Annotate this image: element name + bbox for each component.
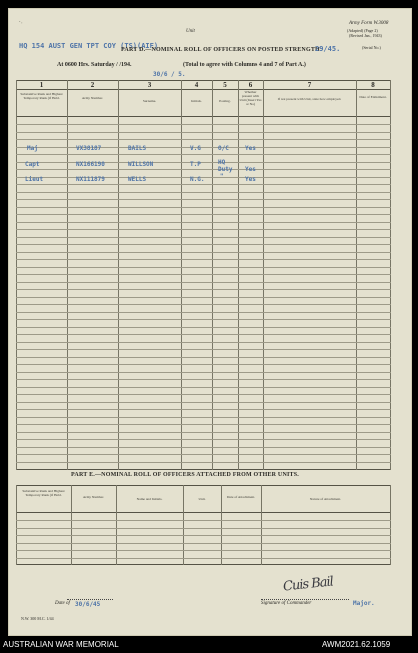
ruled-line — [16, 229, 391, 230]
ruled-line — [16, 372, 391, 373]
ruled-line — [16, 454, 391, 455]
entry-rank: Lieut — [25, 176, 44, 183]
ruled-line — [16, 462, 391, 463]
part-e-title: PART E.—NOMINAL ROLL OF OFFICERS ATTACHED FROM OTHER UNITS. — [71, 472, 299, 478]
col-number: 2 — [90, 81, 95, 89]
ruled-line — [16, 184, 391, 185]
date-of-return-value: 30/6/45 — [75, 601, 101, 608]
form-adapted: (Adapted) (Page 2) — [347, 28, 378, 33]
col-number: 5 — [223, 81, 227, 89]
ruled-line — [16, 312, 391, 313]
entry-present: Yes — [245, 166, 256, 173]
entry-posting: HQ — [218, 159, 226, 166]
ruled-line — [16, 528, 391, 529]
form-number: Army Form W.3008 — [349, 21, 389, 26]
ruled-line — [16, 237, 391, 238]
ruled-line — [16, 439, 391, 440]
part-e-col-header: Name and Initials. — [136, 497, 163, 501]
date-typed: 30/6 / 5. — [153, 71, 186, 78]
ruled-line — [16, 289, 391, 290]
col-number: 1 — [39, 81, 44, 89]
commander-signature: Cuis Bail — [282, 574, 334, 595]
ruled-line — [16, 267, 391, 268]
ruled-line — [16, 139, 391, 140]
unit-label: Unit — [186, 29, 195, 34]
signature-label: Signature of Commander — [261, 601, 312, 606]
entry-posting-line2: Duty — [218, 166, 233, 173]
institution-name: AUSTRALIAN WAR MEMORIAL — [3, 640, 119, 649]
ruled-line — [16, 357, 391, 358]
commander-rank: Major. — [353, 600, 375, 607]
unit-name: HQ 154 AUST GEN TPT COY (TS)(AIF) — [19, 42, 159, 50]
ruled-line — [16, 417, 391, 418]
ruled-line — [16, 424, 391, 425]
ruled-line — [16, 334, 391, 335]
form-revised: (Revised Jan., 1943) — [349, 33, 382, 38]
ruled-line — [16, 327, 391, 328]
ruled-line — [16, 319, 391, 320]
ruled-line — [16, 199, 391, 200]
part-e-col-header: Unit. — [198, 497, 206, 501]
entry-surname: WELLS — [128, 176, 147, 183]
col-header: Army Number. — [81, 96, 104, 100]
entry-present: Yes — [245, 176, 256, 183]
part-d-title: PART D.—NOMINAL ROLL OF OFFICERS ON POSTED STRENGTH — [121, 47, 320, 53]
ruled-line — [16, 447, 391, 448]
strength-value: 29/45. — [315, 45, 341, 53]
ruled-line — [16, 558, 391, 559]
ruled-line — [16, 550, 391, 551]
ruled-line — [16, 304, 391, 305]
col-number: 8 — [371, 81, 375, 89]
ruled-line — [16, 162, 391, 163]
ruled-line — [16, 349, 391, 350]
part-e-col-header: Army Number. — [82, 495, 105, 499]
ruled-line — [16, 147, 391, 148]
ruled-line — [16, 409, 391, 410]
entry-surname: WILLSON — [128, 161, 154, 168]
entry-army-number: NX166190 — [76, 161, 105, 168]
part-e-table — [16, 485, 391, 565]
col-header: Whether present with Unit (Insert Yes or No) — [239, 90, 262, 106]
ruled-line — [16, 520, 391, 521]
entry-army-number: NX111879 — [76, 176, 105, 183]
entry-army-number: VX38187 — [76, 145, 102, 152]
col-number: 7 — [307, 81, 312, 89]
entry-posting: O/C — [218, 145, 229, 152]
part-e-col-header: Date of Attachment. — [226, 495, 256, 499]
col-header: Date of Enlistment. — [359, 95, 387, 99]
ruled-line — [16, 274, 391, 275]
serial-no-label: (Serial No.) — [362, 45, 381, 50]
col-number: 4 — [194, 81, 199, 89]
caption-bar — [0, 637, 418, 653]
ruled-line — [16, 207, 391, 208]
entry-initials: N.G. — [190, 176, 205, 183]
col-header: Surname. — [142, 99, 157, 103]
ruled-line — [16, 222, 391, 223]
part-e-col-header: Nature of Attachment. — [309, 497, 342, 501]
army-form-page — [8, 8, 412, 636]
ruled-line — [16, 214, 391, 215]
col-header: Substantive Rank and Highest Temporary Rank (if Held. — [20, 92, 63, 100]
entry-posting: " — [220, 173, 224, 180]
ruled-line — [16, 379, 391, 380]
col-header: If not present with Unit, state how employed. — [277, 97, 342, 101]
entry-initials: V.G — [190, 145, 201, 152]
ruled-line — [16, 259, 391, 260]
entry-rank: Maj — [27, 145, 38, 152]
col-number: 3 — [147, 81, 152, 89]
col-number: 6 — [248, 81, 253, 89]
entry-present: Yes — [245, 145, 256, 152]
ruled-line — [16, 432, 391, 433]
entry-rank: Capt — [25, 161, 40, 168]
ruled-line — [16, 124, 391, 125]
ruled-line — [16, 342, 391, 343]
ruled-line — [16, 535, 391, 536]
entry-initials: T.P — [190, 161, 201, 168]
ruled-line — [16, 543, 391, 544]
ruled-line — [16, 402, 391, 403]
ruled-line — [16, 282, 391, 283]
entry-surname: BAILS — [128, 145, 147, 152]
accession-number: AWM2021.62.1059 — [322, 640, 391, 649]
agree-note: (Total to agree with Columns 4 and 7 of Part A.) — [183, 62, 306, 68]
part-e-col-header: Substantive Rank and Highest Temporary Rank (if Held. — [22, 489, 65, 497]
ruled-line — [16, 364, 391, 365]
ruled-line — [16, 252, 391, 253]
part-d-table — [16, 80, 391, 470]
time-line: At 0600 Hrs. Saturday / /194. — [57, 62, 132, 68]
ruled-line — [16, 394, 391, 395]
ruled-line — [16, 387, 391, 388]
ruled-line — [16, 244, 391, 245]
printer-note: N.W. 300 M.C. 1/44 — [21, 616, 54, 621]
ruled-line — [16, 169, 391, 170]
date-of-return-label: Date of — [55, 601, 70, 606]
ruled-line — [16, 192, 391, 193]
ruled-line — [16, 154, 391, 155]
ruled-line — [16, 297, 391, 298]
ruled-line — [16, 132, 391, 133]
corner-mark: - , — [19, 19, 23, 24]
col-header: Initials. — [191, 99, 202, 103]
col-header: Posting. — [219, 99, 231, 103]
